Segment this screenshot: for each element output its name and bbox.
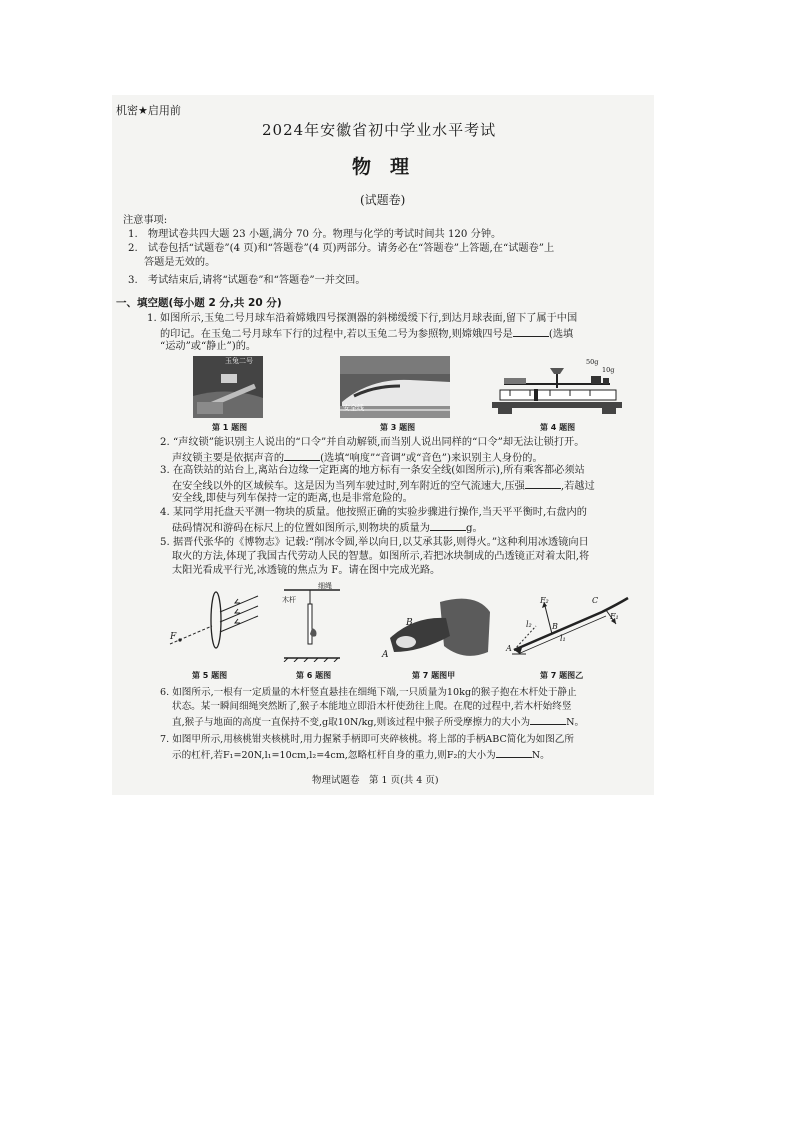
question-6-text: 直,猴子与地面的高度一直保持不变,g取10N/kg,则该过程中猴子所受摩擦力的大小为 (172, 717, 531, 728)
figure-6-caption: 第 6 题图 (296, 671, 332, 680)
figure-5-lens (166, 586, 260, 656)
weight-10g-label: 10g (602, 366, 615, 374)
answer-blank[interactable] (513, 326, 549, 337)
answer-blank[interactable] (496, 747, 532, 758)
figure-1-caption: 第 1 题图 (212, 423, 248, 432)
force-F2-label: F₂ (540, 596, 549, 605)
question-1-text: (选填 (548, 329, 574, 340)
point-A-label: A (506, 644, 512, 653)
question-1-text: 的印记。在玉兔二号月球车下行的过程中,若以玉兔二号为参照物,则嫦娥四号是 (160, 329, 513, 340)
force-F1-label: F₁ (610, 612, 619, 621)
question-5: 太阳光看成平行光,冰透镜的焦点为 F。请在图中完成光路。 (172, 565, 441, 576)
question-6: 状态。某一瞬间细绳突然断了,猴子本能地立即沿木杆使劲往上爬。在爬的过程中,若木杆始终竖 (172, 701, 572, 712)
lever-diagram (506, 590, 630, 658)
paper-type: (试题卷) (360, 193, 406, 207)
answer-blank[interactable] (430, 520, 466, 531)
arm-l1-label: l₁ (560, 634, 566, 643)
question-2-text: 声纹锁主要是依据声音的 (172, 453, 285, 464)
question-2: 2. “声纹锁”能识别主人说出的“口令”并自动解锁,而当别人说出同样的“口令”却无法让锁打开。 (160, 437, 585, 448)
question-1: 1. 如图所示,玉兔二号月球车沿着嫦娥四号探测器的斜梯缓缓下行,到达月球表面,留下了属于中国 (147, 313, 578, 324)
question-3-text: 在安全线以外的区域候车。这是因为当列车驶过时,列车附近的空气流速大,压强 (172, 481, 525, 492)
question-6 (172, 714, 584, 730)
question-4: 4. 某同学用托盘天平测一物块的质量。他按照正确的实验步骤进行操作,当天平平衡时,右盘内的 (160, 507, 587, 518)
arm-l2-label: l₂ (526, 620, 532, 629)
figure-6-rod (280, 582, 342, 662)
notice-item: 答题是无效的。 (144, 257, 216, 268)
answer-blank[interactable] (525, 478, 561, 489)
figure-4-balance (490, 356, 625, 418)
notice-heading: 注意事项: (123, 215, 168, 226)
figure-7a-caption: 第 7 题图甲 (412, 671, 456, 680)
notice-item: 2. 试卷包括“试题卷”(4 页)和“答题卷”(4 页)两部分。请务必在“答题卷”上答题,在“试题卷”上 (128, 243, 555, 254)
question-3: 安全线,即使与列车保持一定的距离,也是非常危险的。 (172, 493, 413, 504)
question-4-text: g。 (465, 523, 483, 534)
figure-3-caption: 第 3 题图 (380, 423, 416, 432)
question-1: “运动”或“静止”)的。 (160, 341, 257, 352)
rope-label: 细绳 (318, 582, 332, 590)
figure-1-label: 玉兔二号 (225, 357, 253, 365)
question-7-text: N。 (531, 750, 550, 761)
question-7: 7. 如图甲所示,用核桃钳夹核桃时,用力握紧手柄即可夹碎核桃。将上部的手柄ABC简化为如图乙所 (160, 734, 574, 745)
question-5: 5. 据晋代张华的《博物志》记载:“削冰令圆,举以向日,以艾承其影,则得火。”这种利用冰透镜向日 (160, 537, 589, 548)
rod-label: 木杆 (282, 596, 296, 604)
question-7-text: 示的杠杆,若F₁=20N,l₁=10cm,l₂=4cm,忽略杠杆自身的重力,则F₂的大小为 (172, 750, 496, 761)
question-5: 取火的方法,体现了我国古代劳动人民的智慧。如图所示,若把冰块制成的凸透镜正对着太阳,将 (172, 551, 590, 562)
notice-item: 3. 考试结束后,请将“试题卷”和“答题卷”一并交回。 (128, 275, 366, 286)
question-2-text: (选填“响度”“音调”或“音色”)来识别主人身份的。 (320, 453, 543, 464)
figure-5-caption: 第 5 题图 (192, 671, 228, 680)
point-A-label: A (382, 650, 389, 660)
notice-item: 1. 物理试卷共四大题 23 小题,满分 70 分。物理与化学的考试时间共 120 分钟。 (128, 229, 502, 240)
figure-7b-caption: 第 7 题图乙 (540, 671, 584, 680)
point-B-label: B (406, 618, 413, 628)
question-4-text: 砝码情况和游码在标尺上的位置如图所示,则物块的质量为 (172, 523, 430, 534)
figure-7a-photo (380, 592, 492, 664)
question-3: 3. 在高铁站的站台上,离站台边缘一定距离的地方标有一条安全线(如图所示),所有乘客都必须站 (160, 465, 585, 476)
exam-title: 2024年安徽省初中学业水平考试 (262, 121, 497, 139)
figure-3-label: 安全线 (343, 404, 364, 412)
figure-7b-lever (506, 590, 630, 658)
focus-label: F (170, 632, 177, 642)
nutcracker-photo (380, 592, 492, 664)
point-C-label: C (592, 596, 599, 605)
figure-3-photo (340, 356, 450, 418)
answer-blank[interactable] (284, 450, 320, 461)
confidential-mark: 机密★启用前 (116, 104, 181, 117)
convex-lens-diagram (166, 586, 260, 656)
question-6-text: N。 (566, 717, 585, 728)
figure-1-photo (193, 356, 263, 418)
point-B-label: B (552, 622, 558, 631)
answer-blank[interactable] (530, 714, 566, 725)
figure-4-caption: 第 4 题图 (540, 423, 576, 432)
page-footer: 物理试题卷 第 1 页(共 4 页) (312, 775, 439, 786)
question-4 (172, 520, 483, 536)
weight-50g-label: 50g (586, 358, 599, 366)
question-6: 6. 如图所示,一根有一定质量的木杆竖直悬挂在细绳下端,一只质量为10kg的猴子抱在木杆处于静止 (160, 687, 577, 698)
subject-title: 物 理 (352, 156, 410, 178)
question-3-text: ,若越过 (560, 481, 595, 492)
section-heading: 一、填空题(每小题 2 分,共 20 分) (116, 297, 282, 309)
question-7 (172, 747, 550, 763)
